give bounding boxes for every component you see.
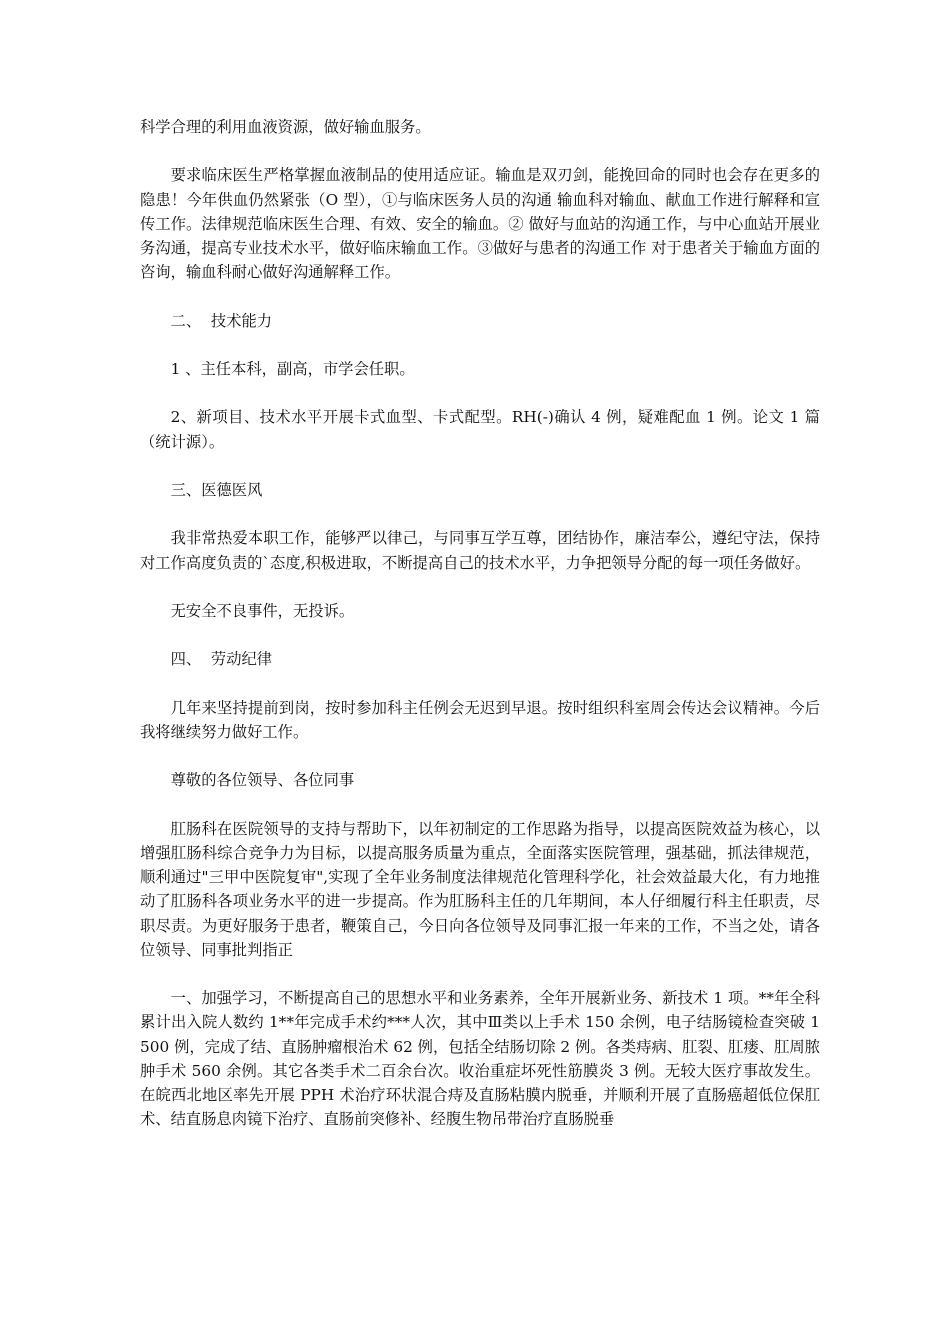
paragraph: 2、新项目、技术水平开展卡式血型、卡式配型。RH(-)确认 4 例，疑难配血 1 例。论文 1 篇（统计源）。 — [140, 408, 820, 451]
paragraph: 要求临床医生严格掌握血液制品的使用适应证。输血是双刃剑，能挽回命的同时也会存在更多的隐患！今年供血仍然紧张（O 型），①与临床医务人员的沟通 输血科对输血、献血工作进行解释和宣传工作。法律规范临床医生合理、有效、安全的输血。② 做好与血站的沟通工作，与中心血站开展业务沟通，提高专业技术水平，做好临床输血工作。③做好与患者的沟通工作 对于患者关于输血方面的咨询，输血科耐心做好沟通解释工作。 — [140, 166, 820, 282]
paragraph: 1 、主任本科，副高，市学会任职。 — [170, 359, 415, 378]
section-heading: 二、 技术能力 — [170, 311, 273, 330]
paragraph: 肛肠科在医院领导的支持与帮助下，以年初制定的工作思路为指导，以提高医院效益为核心，以增强肛肠科综合竞争力为目标，以提高服务质量为重点，全面落实医院管理，强基础，抓法律规范，顺利通过"三甲中医院复审",实现了全年业务制度法律规范化管理科学化，社会效益最大化，有力地推动了肛肠科各项业务水平的进一步提高。作为肛肠科主任的几年期间，本人仔细履行科主任职责，尽职尽责。为更好服务于患者，鞭策自己，今日向各位领导及同事汇报一年来的工作，不当之处，请各位领导、同事批判指正 — [140, 819, 820, 959]
paragraph: 一、加强学习，不断提高自己的思想水平和业务素养，全年开展新业务、新技术 1 项。**年全科累计出入院人数约 1**年完成手术约***人次，其中Ⅲ类以上手术 150 余例，电子结肠镜检查突破 1500 例，完成了结、直肠肿瘤根治术 62 例，包括全结肠切除 2 例。各类痔病、肛裂、肛瘘、肛周脓肿手术 560 余例。其它各类手术二百余台次。收治重症坏死性筋膜炎 3 例。无较大医疗事故发生。在皖西北地区率先开展 PPH 术治疗环状混合痔及直肠粘膜内脱垂，并顺利开展了直肠癌超低位保肛术、结直肠息肉镜下治疗、直肠前突修补、经腹生物吊带治疗直肠脱垂 — [140, 989, 820, 1129]
paragraph: 科学合理的利用血液资源，做好输血服务。 — [140, 118, 431, 136]
section-heading: 四、 劳动纪律 — [170, 650, 273, 669]
paragraph: 几年来坚持提前到岗，按时参加科主任例会无迟到早退。按时组织科室周会传达会议精神。今后我将继续努力做好工作。 — [140, 698, 820, 741]
paragraph: 我非常热爱本职工作，能够严以律己，与同事互学互尊，团结协作，廉洁奉公，遵纪守法，保持对工作高度负责的`态度,积极进取，不断提高自己的技术水平，力争把领导分配的每一项任务做好。 — [140, 529, 820, 572]
section-heading: 三、医德医风 — [170, 480, 263, 499]
document-body — [140, 115, 820, 1156]
paragraph: 无安全不良事件，无投诉。 — [170, 601, 355, 620]
salutation: 尊敬的各位领导、各位同事 — [170, 771, 355, 790]
